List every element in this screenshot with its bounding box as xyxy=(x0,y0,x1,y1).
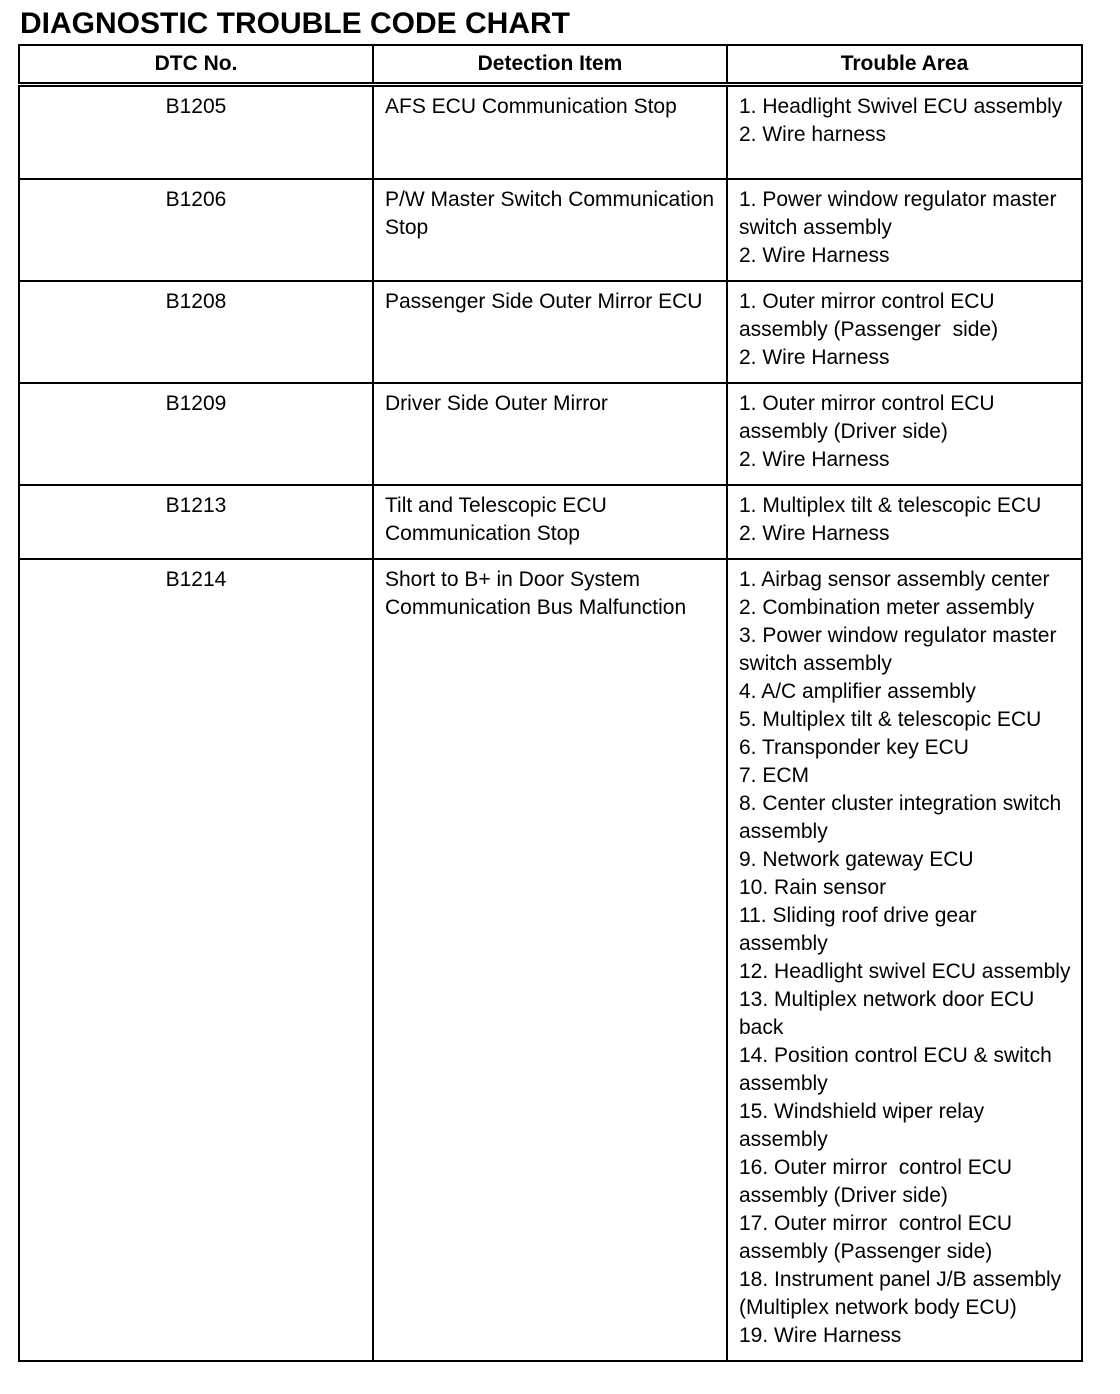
dtc-code-cell xyxy=(19,383,373,485)
table-row xyxy=(19,179,1082,281)
table-header-row xyxy=(19,45,1082,85)
page-title: DIAGNOSTIC TROUBLE CODE CHART xyxy=(20,7,570,40)
dtc-code: B1214 xyxy=(165,567,227,591)
detection-item-cell: P/W Master Switch Communication Stop xyxy=(373,179,727,281)
dtc-code: B1213 xyxy=(165,493,227,517)
dtc-code: B1205 xyxy=(165,95,227,118)
trouble-area-item: 2. Wire Harness xyxy=(739,345,890,369)
table-row xyxy=(19,559,1082,1361)
column-header-trouble-area: Trouble Area xyxy=(727,45,1082,85)
trouble-area-item: 1. Outer mirror control ECU assembly (Driver side) xyxy=(739,391,1001,443)
trouble-area-item: 1. Multiplex tilt & telescopic ECU xyxy=(739,493,1042,517)
trouble-area-item: 2. Wire Harness xyxy=(739,447,890,471)
table-body xyxy=(19,85,1082,1361)
trouble-area-item: 9. Network gateway ECU xyxy=(739,847,974,871)
dtc-code: B1208 xyxy=(165,289,227,313)
trouble-area-item: 18. Instrument panel J/B assembly (Multiplex network body ECU) xyxy=(739,1267,1068,1319)
trouble-area-item: 14. Position control ECU & switch assembly xyxy=(739,1043,1058,1095)
trouble-area-item: 11. Sliding roof drive gear assembly xyxy=(739,903,983,955)
trouble-area-item: 12. Headlight swivel ECU assembly xyxy=(739,959,1071,983)
trouble-area-item: 1. Airbag sensor assembly center xyxy=(739,567,1050,591)
dtc-table xyxy=(18,44,1083,1362)
trouble-area-cell xyxy=(727,383,1082,485)
dtc-code-cell xyxy=(19,85,373,179)
trouble-area-item: 15. Windshield wiper relay assembly xyxy=(739,1099,990,1151)
trouble-area-item: 13. Multiplex network door ECU back xyxy=(739,987,1041,1039)
trouble-area-item: 2. Wire Harness xyxy=(739,521,890,545)
detection-item-cell: Tilt and Telescopic ECU Communication Stop xyxy=(373,485,727,559)
dtc-code-cell xyxy=(19,281,373,383)
detection-item-cell: Short to B+ in Door System Communication Bus Malfunction xyxy=(373,559,727,1361)
table-row xyxy=(19,85,1082,179)
dtc-code-cell xyxy=(19,485,373,559)
trouble-area-cell xyxy=(727,85,1082,179)
trouble-area-item: 3. Power window regulator master switch assembly xyxy=(739,623,1063,675)
trouble-area-item: 6. Transponder key ECU xyxy=(739,735,969,759)
dtc-code-cell xyxy=(19,179,373,281)
trouble-area-item: 16. Outer mirror control ECU assembly (Driver side) xyxy=(739,1155,1018,1207)
trouble-area-item: 5. Multiplex tilt & telescopic ECU xyxy=(739,707,1042,731)
trouble-area-item: 10. Rain sensor xyxy=(739,875,887,899)
column-header-dtc-no: DTC No. xyxy=(19,45,373,85)
detection-item-cell: Driver Side Outer Mirror xyxy=(373,383,727,485)
trouble-area-item: 4. A/C amplifier assembly xyxy=(739,679,976,703)
trouble-area-cell xyxy=(727,559,1082,1361)
trouble-area-item: 2. Wire harness xyxy=(739,123,887,146)
trouble-area-item: 17. Outer mirror control ECU assembly (Passenger side) xyxy=(739,1211,1018,1263)
detection-item-cell: AFS ECU Communication Stop xyxy=(373,85,727,179)
detection-item-cell: Passenger Side Outer Mirror ECU xyxy=(373,281,727,383)
trouble-area-item: 1. Outer mirror control ECU assembly (Passenger side) xyxy=(739,289,1001,341)
dtc-code-cell xyxy=(19,559,373,1361)
trouble-area-item: 7. ECM xyxy=(739,763,810,787)
dtc-code: B1209 xyxy=(165,391,227,415)
table-row xyxy=(19,383,1082,485)
trouble-area-item: 2. Wire Harness xyxy=(739,243,890,267)
table-row xyxy=(19,281,1082,383)
trouble-area-item: 2. Combination meter assembly xyxy=(739,595,1035,619)
trouble-area-item: 1. Headlight Swivel ECU assembly xyxy=(739,95,1063,118)
column-header-detection-item: Detection Item xyxy=(373,45,727,85)
dtc-code: B1206 xyxy=(165,187,227,211)
trouble-area-cell xyxy=(727,179,1082,281)
trouble-area-item: 19. Wire Harness xyxy=(739,1323,902,1347)
trouble-area-cell xyxy=(727,485,1082,559)
trouble-area-item: 8. Center cluster integration switch assembly xyxy=(739,791,1067,843)
trouble-area-cell xyxy=(727,281,1082,383)
trouble-area-item: 1. Power window regulator master switch assembly xyxy=(739,187,1063,239)
table-row xyxy=(19,485,1082,559)
